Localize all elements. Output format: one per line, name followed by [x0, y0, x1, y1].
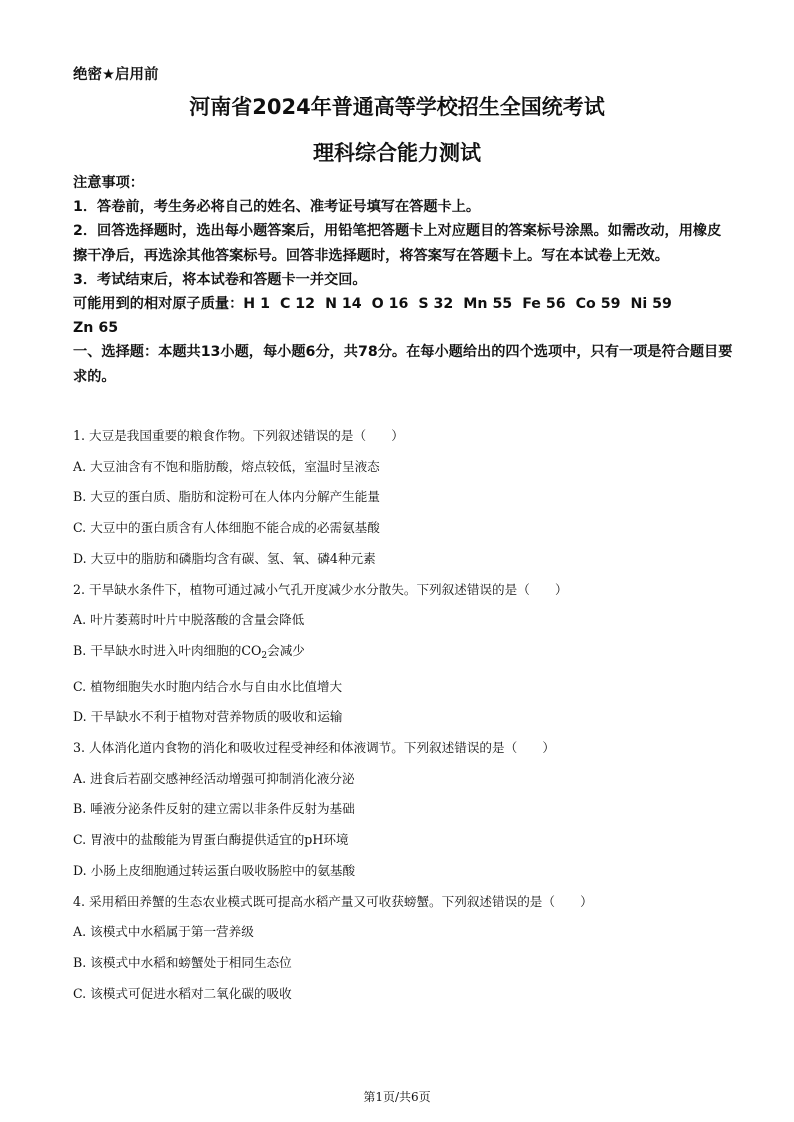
mass-fe: Fe 56 [522, 296, 566, 313]
question-3-option-c: C. 胃液中的盐酸能为胃蛋白酶提供适宜的pH环境 [73, 832, 349, 848]
question-3-option-a: A. 进食后若副交感神经活动增强可抑制消化液分泌 [73, 770, 355, 786]
question-3-option-b: B. 唾液分泌条件反射的建立需以非条件反射为基础 [73, 801, 355, 817]
atomic-masses-label: 可能用到的相对原子质量： [73, 296, 244, 313]
mass-co: Co 59 [575, 296, 621, 313]
mass-ni: Ni 59 [630, 296, 672, 313]
mass-h: H 1 [243, 296, 270, 313]
exam-subtitle: 理科综合能力测试 [313, 141, 481, 165]
atomic-masses [73, 292, 733, 340]
co2-subscript: 2 [261, 650, 268, 661]
question-2-option-b-tail: 会减少 [267, 642, 305, 658]
question-4-stem: 4. 采用稻田养蟹的生态农业模式既可提高水稻产量又可收获螃蟹。下列叙述错误的是（ ） [73, 893, 593, 909]
mass-s: S 32 [418, 296, 454, 313]
question-2-option-b-text: B. 干旱缺水时进入叶肉细胞的 [73, 642, 242, 658]
notice-item-3: 3．考试结束后，将本试卷和答题卡一并交回。 [73, 271, 367, 288]
question-3-stem: 3. 人体消化道内食物的消化和吸收过程受神经和体液调节。下列叙述错误的是（ ） [73, 740, 555, 756]
mass-o: O 16 [371, 296, 409, 313]
question-4-option-a: A. 该模式中水稻属于第一营养级 [73, 924, 254, 940]
section-heading: 一、选择题：本题共13小题，每小题6分，共78分。在每小题给出的四个选项中，只有一项是符合题目要求的。 [73, 344, 733, 385]
atomic-masses-list [243, 296, 682, 312]
question-3-option-d: D. 小肠上皮细胞通过转运蛋白吸收肠腔中的氨基酸 [73, 862, 356, 878]
notice-item-2: 2．回答选择题时，选出每小题答案后，用铅笔把答题卡上对应题目的答案标号涂黑。如需改动，用橡皮擦干净后，再选涂其他答案标号。回答非选择题时，将答案写在答题卡上。写在本试卷上无效。 [73, 223, 722, 264]
question-4-option-b: B. 该模式中水稻和螃蟹处于相同生态位 [73, 954, 292, 970]
co2-formula: CO [241, 642, 262, 658]
notice-heading: 注意事项： [73, 175, 144, 191]
question-1-option-a: A. 大豆油含有不饱和脂肪酸，熔点较低，室温时呈液态 [73, 458, 380, 474]
mass-mn: Mn 55 [463, 296, 513, 313]
question-2-option-c: C. 植物细胞失水时胞内结合水与自由水比值增大 [73, 678, 343, 694]
question-4-option-c: C. 该模式可促进水稻对二氧化碳的吸收 [73, 985, 292, 1001]
question-1-option-c: C. 大豆中的蛋白质含有人体细胞不能合成的必需氨基酸 [73, 520, 380, 536]
question-list [73, 421, 733, 1009]
mass-n: N 14 [325, 296, 362, 313]
question-2-option-d: D. 干旱缺水不利于植物对营养物质的吸收和运输 [73, 709, 343, 725]
mass-c: C 12 [279, 296, 316, 313]
question-2-option-a: A. 叶片萎蔫时叶片中脱落酸的含量会降低 [73, 612, 305, 628]
question-1-option-b: B. 大豆的蛋白质、脂肪和淀粉可在人体内分解产生能量 [73, 489, 380, 505]
question-2-option-b [73, 636, 733, 672]
notice-section [73, 171, 733, 389]
notice-item-1: 1．答卷前，考生务必将自己的姓名、准考证号填写在答题卡上。 [73, 199, 481, 216]
question-1-stem: 1. 大豆是我国重要的粮食作物。下列叙述错误的是（ ） [73, 428, 404, 443]
confidential-mark: 绝密★启用前 [73, 67, 159, 83]
mass-zn: Zn 65 [73, 320, 119, 337]
page-number: 第1页/共6页 [363, 1090, 431, 1104]
exam-title: 河南省2024年普通高等学校招生全国统考试 [189, 95, 605, 119]
question-2-stem: 2. 干旱缺水条件下，植物可通过减小气孔开度减少水分散失。下列叙述错误的是（ ） [73, 581, 568, 597]
question-1-option-d: D. 大豆中的脂肪和磷脂均含有碳、氢、氧、磷4种元素 [73, 550, 376, 566]
